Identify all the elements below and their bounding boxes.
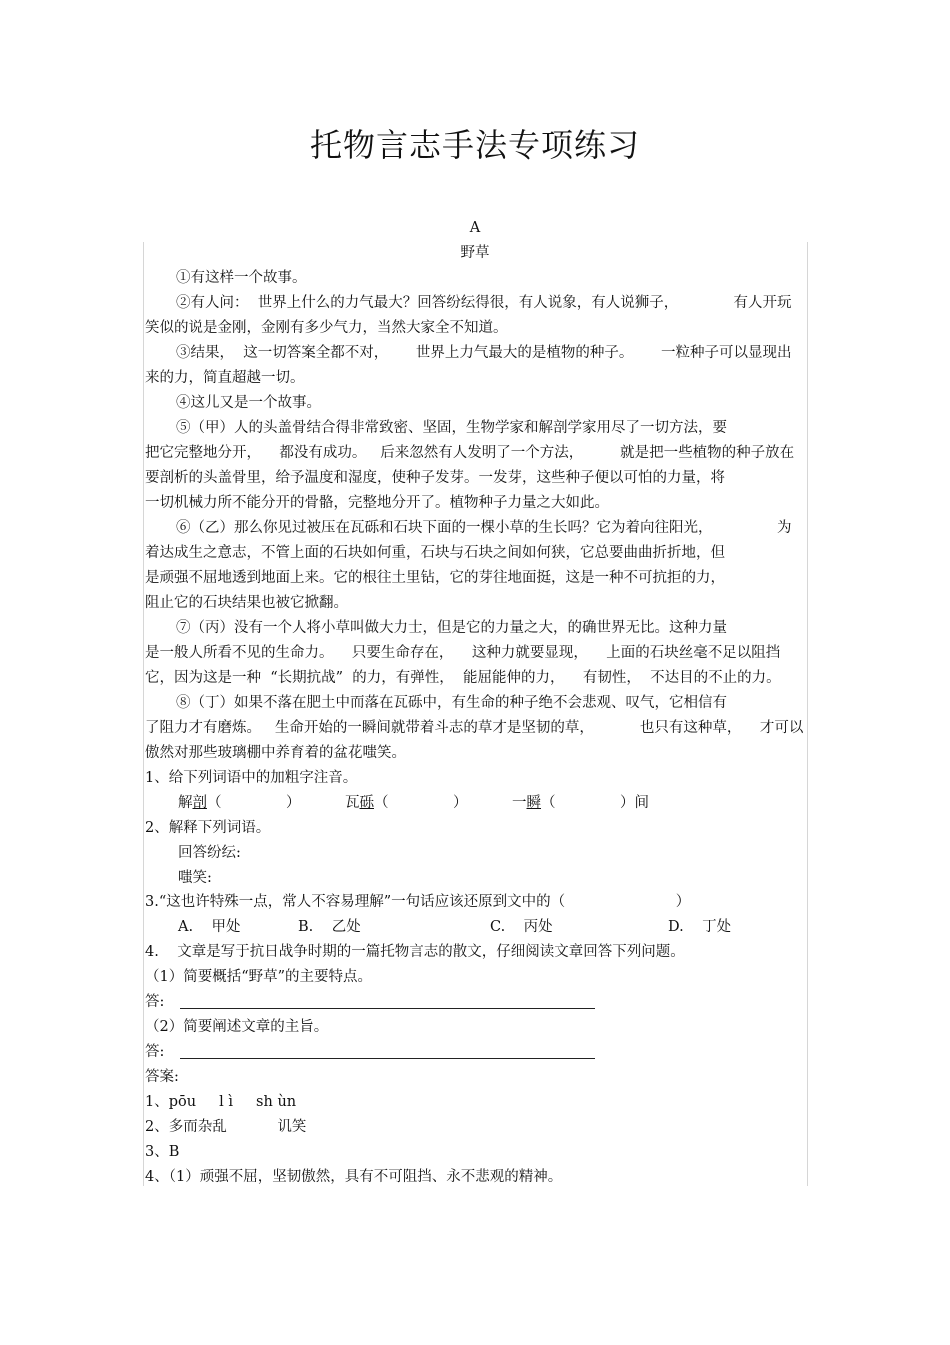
paragraph-line: 了阻力才有磨炼。 生命开始的一瞬间就带着斗志的草才是坚韧的草， 也只有这种草， 才可以 (145, 720, 804, 736)
paragraph-line: 阻止它的石块结果也被它掀翻。 (145, 595, 348, 611)
answer-3: 3、B (145, 1144, 180, 1160)
term-2: 嗤笑: (178, 870, 212, 886)
question-3: 3.“这也许特殊一点，常人不容易理解”一句话应该还原到文中的（ ） (145, 894, 691, 910)
blank-line (180, 994, 595, 1009)
option-c: C. 丙处 (490, 919, 553, 935)
answer-line-2: 答: (145, 1042, 595, 1062)
pinyin-item: 瓦砾（ ） (345, 795, 468, 811)
paragraph-line: 要剖析的头盖骨里，给予温度和湿度，使种子发芽。一发芽，这些种子便以可怕的力量，将 (145, 470, 725, 486)
paragraph-line: ④这儿又是一个故事。 (176, 395, 321, 411)
page-title: 托物言志手法专项练习 (309, 126, 640, 164)
blank-line (180, 1044, 595, 1059)
paragraph-line: ②有人问： 世界上什么的力气最大？回答纷纭得很，有人说象，有人说狮子， 有人开玩 (176, 295, 792, 311)
paragraph-line: 傲然对那些玻璃棚中养育着的盆花嗤笑。 (145, 745, 406, 761)
question-4-2: （2）简要阐述文章的主旨。 (145, 1019, 329, 1035)
paragraph-line: 是顽强不屈地透到地面上来。它的根往土里钻，它的芽往地面挺，这是一种不可抗拒的力， (145, 570, 725, 586)
paragraph-line: 是一般人所看不见的生命力。 只要生命存在， 这种力就要显现， 上面的石块丝毫不足以阻挡 (145, 645, 781, 661)
pinyin-item: 一瞬（ ）间 (512, 795, 650, 811)
answer-2: 2、多而杂乱 讥笑 (145, 1119, 307, 1135)
paragraph-line: ⑧（丁）如果不落在肥土中而落在瓦砾中，有生命的种子绝不会悲观、叹气，它相信有 (176, 695, 727, 711)
question-4-1: （1）简要概括“野草”的主要特点。 (145, 969, 373, 985)
paragraph-line: 把它完整地分开， 都没有成功。 后来忽然有人发明了一个方法， 就是把一些植物的种子放在 (145, 445, 795, 461)
paragraph-line: ⑦（丙）没有一个人将小草叫做大力士，但是它的力量之大，的确世界无比。这种力量 (176, 620, 727, 636)
answers-label: 答案: (145, 1069, 179, 1085)
paragraph-line: 着达成生之意志，不管上面的石块如何重，石块与石块之间如何狭，它总要曲曲折折地，但 (145, 545, 725, 561)
paragraph-line: 一切机械力所不能分开的骨骼，完整地分开了。植物种子力量之大如此。 (145, 495, 609, 511)
option-b: B. 乙处 (298, 919, 361, 935)
answer-4: 4、（1）顽强不屈，坚韧傲然，具有不可阻挡、永不悲观的精神。 (145, 1169, 563, 1185)
question-2: 2、解释下列词语。 (145, 820, 271, 836)
paragraph-line: 它，因为这是一种 “长期抗战” 的力，有弹性， 能屈能伸的力， 有韧性， 不达目的不止的力。 (145, 670, 781, 686)
paragraph-line: ③结果， 这一切答案全都不对， 世界上力气最大的是植物的种子。 一粒种子可以显现出 (176, 345, 792, 361)
answer-line-1: 答: (145, 992, 595, 1012)
paragraph-line: ①有这样一个故事。 (176, 270, 307, 286)
paragraph-line: ⑥（乙）那么你见过被压在瓦砾和石块下面的一棵小草的生长吗？它为着向往阳光， 为 (176, 520, 792, 536)
pinyin-item: 解剖（ ） (178, 795, 301, 811)
question-1: 1、给下列词语中的加粗字注音。 (145, 770, 358, 786)
essay-title: 野草 (460, 245, 490, 261)
option-a: A. 甲处 (178, 919, 241, 935)
paragraph-line: ⑤（甲）人的头盖骨结合得非常致密、坚固，生物学家和解剖学家用尽了一切方法，要 (176, 420, 727, 436)
section-label: A (469, 220, 481, 236)
question-4: 4. 文章是写于抗日战争时期的一篇托物言志的散文，仔细阅读文章回答下列问题。 (145, 944, 685, 960)
term-1: 回答纷纭: (178, 845, 241, 861)
option-d: D. 丁处 (668, 919, 732, 935)
paragraph-line: 笑似的说是金刚，金刚有多少气力，当然大家全不知道。 (145, 320, 508, 336)
answer-1: 1、pōu l ì sh ùn (145, 1094, 297, 1110)
paragraph-line: 来的力，简直超越一切。 (145, 370, 305, 386)
